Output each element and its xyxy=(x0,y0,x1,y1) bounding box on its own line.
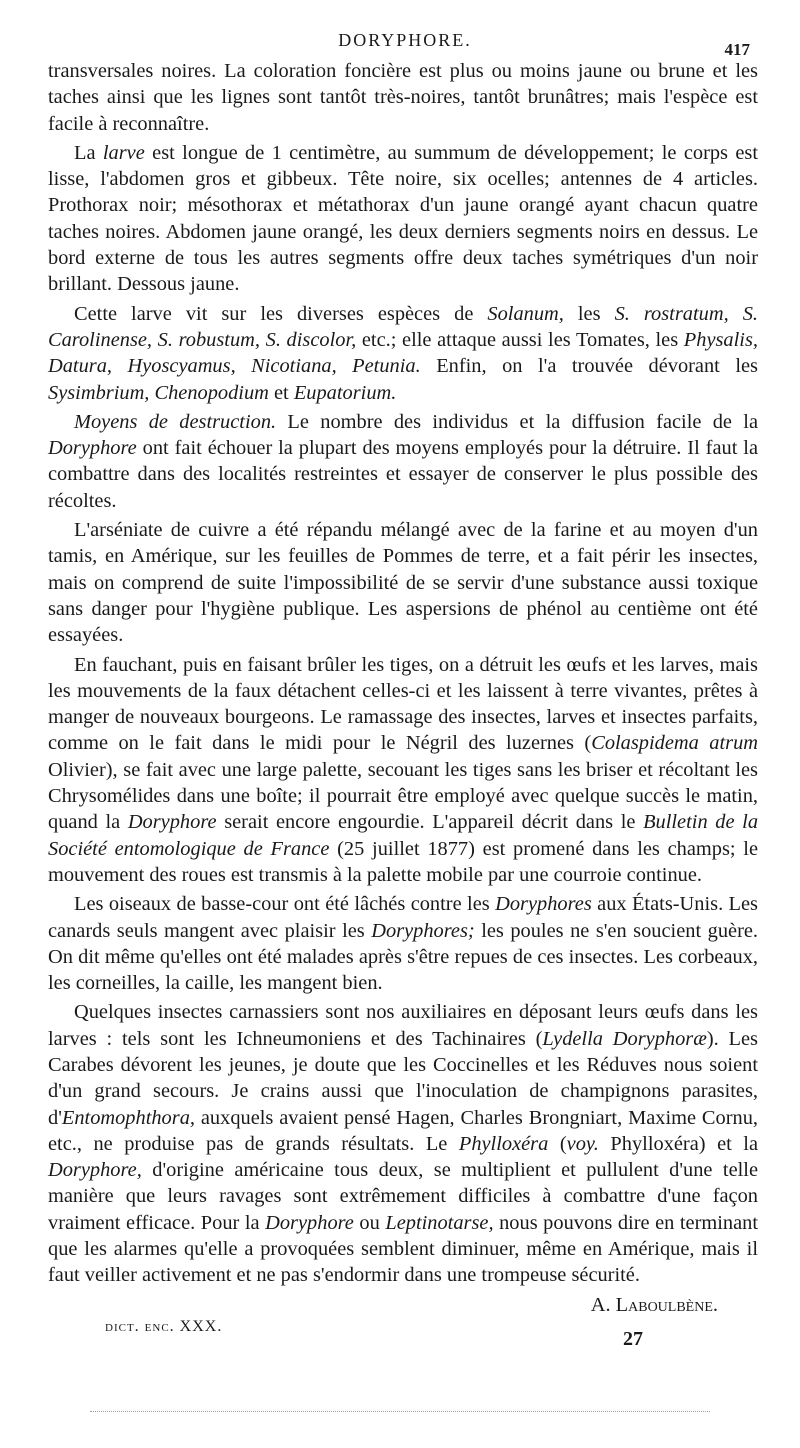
paragraph xyxy=(48,999,758,1288)
paragraph xyxy=(48,301,758,406)
italic-text: larve xyxy=(102,141,145,164)
text-run: les poules ne s'en soucient guère. On dit même qu'elles ont été malades après s'être repues de ces insectes. Les corbeaux, les corneilles, la caille, les mangent bien. xyxy=(48,919,759,995)
text-run: Phylloxéra) et la xyxy=(598,1132,759,1155)
page-footer xyxy=(105,1318,690,1358)
italic-text: Lydella Doryphoræ xyxy=(542,1027,707,1050)
collection-mark: dict. enc. XXX. xyxy=(105,1318,223,1335)
italic-text: Eupatorium. xyxy=(293,381,397,404)
text-run: les xyxy=(563,302,615,325)
text-run: et xyxy=(268,381,294,404)
running-title: DORYPHORE. xyxy=(338,30,472,50)
text-run: L'arséniate de cuivre a été répandu mélangé avec de la farine et au moyen d'un tamis, en Amérique, sur les feuilles de Pommes de terre, et a fait périr les insectes, mais on comprend de suite l'impossibilité de se servir d'une substance aussi toxique sans danger pour l'hygiène publique. Les aspersions de phénol au centième ont été essayées. xyxy=(48,519,758,647)
text-run: nous pouvons dire en terminant que les alarmes qu'elle a provoquées semblent diminuer, même en Amérique, mais il faut veiller activement et ne pas s'endormir dans une trompeuse sécurité. xyxy=(48,1211,759,1287)
text-run: transversales noires. La coloration foncière est plus ou moins jaune ou brune et les taches ainsi que les lignes sont tantôt très-noires, tantôt brunâtres; mais l'espèce est facile à reconnaître. xyxy=(48,60,758,135)
signature-mark: 27 xyxy=(623,1328,643,1350)
italic-text: Leptinotarse, xyxy=(385,1211,494,1234)
running-header xyxy=(60,30,750,58)
italic-text: S. rostratum, S. Carolinense, S. robustum, S. discolor, xyxy=(48,302,758,351)
article-body xyxy=(48,58,758,1318)
text-run: ( xyxy=(548,1132,567,1155)
text-run: auxquels avaient pensé Hagen, Charles Brongniart, Maxime Cornu, etc., ne produise pas de grands résultats. Le xyxy=(48,1106,758,1155)
text-run: Les oiseaux de basse-cour ont été lâchés contre les xyxy=(74,893,496,916)
italic-text: Phylloxéra xyxy=(458,1132,549,1155)
text-run: serait encore engourdie. L'appareil décrit dans le xyxy=(216,811,644,834)
text-run: Cette larve vit sur les diverses espèces de xyxy=(74,302,488,325)
italic-text: Sysimbrium, Chenopodium xyxy=(48,381,269,404)
italic-text: Doryphores xyxy=(495,893,592,916)
paragraph xyxy=(48,409,758,514)
text-run: ou xyxy=(353,1211,386,1234)
text-run: etc.; elle attaque aussi les Tomates, les xyxy=(356,328,684,351)
text-run: ). Les Carabes dévorent les jeunes, je doute que les Coccinelles et les Réduves nous soient d'un grand secours. Je crains aussi que l'inoculation de champignons parasites, d' xyxy=(48,1027,758,1129)
page-number: 417 xyxy=(724,40,750,59)
italic-text: Doryphore xyxy=(48,437,137,460)
text-run: Le nombre des individus et la diffusion facile de la xyxy=(276,410,759,433)
bottom-dotted-rule xyxy=(90,1411,710,1412)
author-signature: A. Laboulbène. xyxy=(590,1293,718,1316)
paragraph xyxy=(48,517,758,648)
text-run: ont fait échouer la plupart des moyens employés pour la détruire. Il faut la combattre dans des localités restreintes et essayer de conserver le plus possible des récoltes. xyxy=(48,437,758,512)
paragraph xyxy=(48,140,758,298)
italic-text: voy. xyxy=(566,1132,599,1155)
italic-text: Doryphore xyxy=(127,811,217,834)
italic-text: Entomophthora, xyxy=(61,1106,195,1129)
italic-text: Moyens de destruction. xyxy=(74,410,277,433)
text-run: Enfin, on l'a trouvée dévorant les xyxy=(420,355,758,378)
text-run: aux États-Unis. Les canards seuls mangent avec plaisir les xyxy=(48,893,758,942)
text-run: est longue de 1 centimètre, au summum de développement; le corps est lisse, l'abdomen gros et gibbeux. Tête noire, six ocelles; antennes de 4 articles. Prothorax noir; mésothorax et métathorax d'un jaune orangé ayant chacun quatre taches noires. Abdomen jaune orangé, les deux derniers segments noirs en dessus. Le bord externe de tous les autres segments offre deux taches symétriques d'un noir brillant. Dessous jaune. xyxy=(48,141,759,296)
paragraph xyxy=(48,652,758,889)
text-run: La xyxy=(74,141,103,164)
italic-text: Doryphores; xyxy=(371,919,475,942)
italic-text: Bulletin de la Société entomologique de France xyxy=(48,811,759,860)
text-run: d'origine américaine tous deux, se multiplient et pullulent d'une telle manière que leurs ravages sont extrêmement difficiles à combattre d'une façon vraiment efficace. Pour la xyxy=(48,1159,758,1234)
signature-line xyxy=(48,1292,758,1318)
paragraph xyxy=(48,891,758,996)
italic-text: Doryphore xyxy=(265,1211,354,1234)
italic-text: Doryphore, xyxy=(48,1159,142,1182)
italic-text: Solanum, xyxy=(487,302,564,325)
paragraph xyxy=(48,58,758,137)
italic-text: Colaspidema atrum xyxy=(591,732,758,755)
text-run: Olivier), se fait avec une large palette, secouant les tiges sans les briser et récoltant les Chrysomélides dans une boîte; il pourrait être employé avec quelque succès le matin, quand la xyxy=(48,758,758,834)
text-run: Quelques insectes carnassiers sont nos auxiliaires en déposant leurs œufs dans les larves : tels sont les Ichneumoniens et des Tachinaires ( xyxy=(48,1001,758,1050)
italic-text: Physalis, Datura, Hyoscyamus, Nicotiana, Petunia. xyxy=(48,328,758,378)
text-run: En fauchant, puis en faisant brûler les tiges, on a détruit les œufs et les larves, mais les mouvements de la faux détachent celles-ci et les laissent à terre vivantes, prêtes à manger de nouveaux bourgeons. Le ramassage des insectes, larves et insectes parfaits, comme on le fait dans le midi pour le Négril des luzernes ( xyxy=(48,653,758,755)
text-run: (25 juillet 1877) est promené dans les champs; le mouvement des roues est transmis à la palette mobile par une courroie continue. xyxy=(48,837,758,886)
